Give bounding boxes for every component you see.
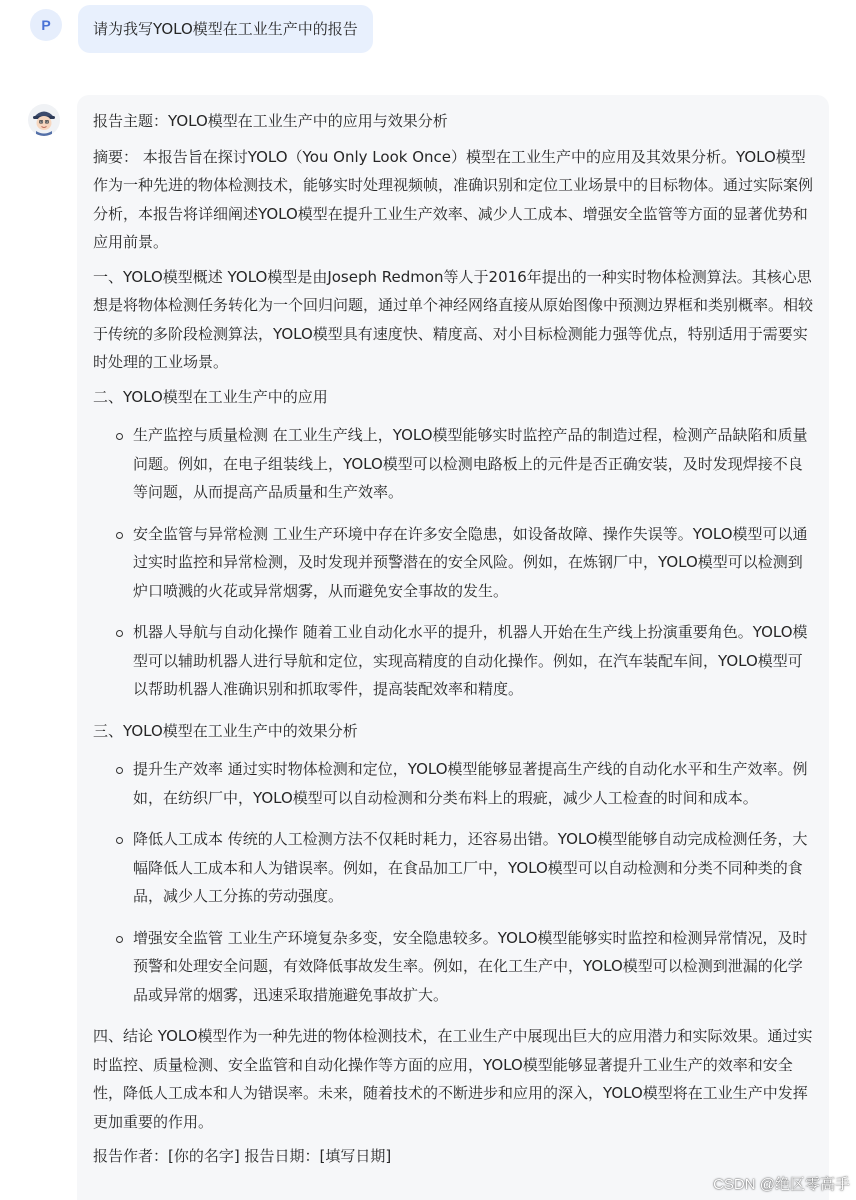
list-item: 机器人导航与自动化操作 随着工业自动化水平的提升，机器人开始在生产线上扮演重要角色。YOLO模型可以辅助机器人进行导航和定位，实现高精度的自动化操作。例如，在汽车装配车间，YOLO模型可以帮助机器人准确识别和抓取零件，提高装配效率和精度。: [93, 618, 813, 704]
section-applications-title: 二、YOLO模型在工业生产中的应用: [93, 387, 328, 406]
list-item: 安全监管与异常检测 工业生产环境中存在许多安全隐患，如设备故障、操作失误等。YOLO模型可以通过实时监控和异常检测，及时发现并预警潜在的安全风险。例如，在炼钢厂中，YOLO模型可以检测到炉口喷溅的火花或异常烟雾，从而避免安全事故的发生。: [93, 520, 813, 606]
user-message-bubble: 请为我写YOLO模型在工业生产中的报告: [78, 5, 373, 53]
report-conclusion: 四、结论 YOLO模型作为一种先进的物体检测技术，在工业生产中展现出巨大的应用潜力和实际效果。通过实时监控、质量检测、安全监管和自动化操作等方面的应用，YOLO模型能够显著提升工业生产的效率和安全性，降低人工成本和人为错误率。未来，随着技术的不断进步和应用的深入，YOLO模型将在工业生产中发挥更加重要的作用。: [93, 1027, 813, 1131]
report-title: 报告主题：YOLO模型在工业生产中的应用与效果分析: [93, 112, 448, 130]
list-item: 降低人工成本 传统的人工检测方法不仅耗时耗力，还容易出错。YOLO模型能够自动完成检测任务，大幅降低人工成本和人为错误率。例如，在食品加工厂中，YOLO模型可以自动检测和分类不同种类的食品，减少人工分拣的劳动强度。: [93, 825, 813, 911]
report-abstract: 摘要： 本报告旨在探讨YOLO（You Only Look Once）模型在工业生产中的应用及其效果分析。YOLO模型作为一种先进的物体检测技术，能够实时处理视频帧，准确识别和定位工业场景中的目标物体。通过实际案例分析，本报告将详细阐述YOLO模型在提升工业生产效率、减少人工成本、增强安全监管等方面的显著优势和应用前景。: [93, 147, 814, 251]
assistant-message-bubble: [77, 95, 829, 1200]
report-footer: 报告作者：[你的名字] 报告日期：[填写日期]: [93, 1147, 392, 1165]
list-item: 生产监控与质量检测 在工业生产线上，YOLO模型能够实时监控产品的制造过程，检测产品缺陷和质量问题。例如，在电子组装线上，YOLO模型可以检测电路板上的元件是否正确安装，及时发现焊接不良等问题，从而提高产品质量和生产效率。: [93, 421, 813, 507]
section-effects-title: 三、YOLO模型在工业生产中的效果分析: [93, 721, 358, 740]
report-overview: 一、YOLO模型概述 YOLO模型是由Joseph Redmon等人于2016年提出的一种实时物体检测算法。其核心思想是将物体检测任务转化为一个回归问题，通过单个神经网络直接从原始图像中预测边界框和类别概率。相较于传统的多阶段检测算法，YOLO模型具有速度快、精度高、对小目标检测能力强等优点，特别适用于需要实时处理的工业场景。: [93, 267, 814, 371]
effects-list: [93, 755, 813, 1009]
list-item: 增强安全监管 工业生产环境复杂多变，安全隐患较多。YOLO模型能够实时监控和检测异常情况，及时预警和处理安全问题，有效降低事故发生率。例如，在化工生产中，YOLO模型可以检测到泄漏的化学品或异常的烟雾，迅速采取措施避免事故扩大。: [93, 924, 813, 1010]
user-avatar: P: [30, 9, 62, 41]
applications-list: [93, 421, 813, 704]
user-message-row: [30, 5, 373, 53]
csdn-watermark: CSDN @绝区零高手: [713, 1176, 850, 1193]
list-item: 提升生产效率 通过实时物体检测和定位，YOLO模型能够显著提高生产线的自动化水平和生产效率。例如，在纺织厂中，YOLO模型可以自动检测和分类布料上的瑕疵，减少人工检查的时间和成本。: [93, 755, 813, 812]
assistant-avatar-icon: [28, 104, 60, 136]
assistant-avatar: [28, 104, 60, 136]
